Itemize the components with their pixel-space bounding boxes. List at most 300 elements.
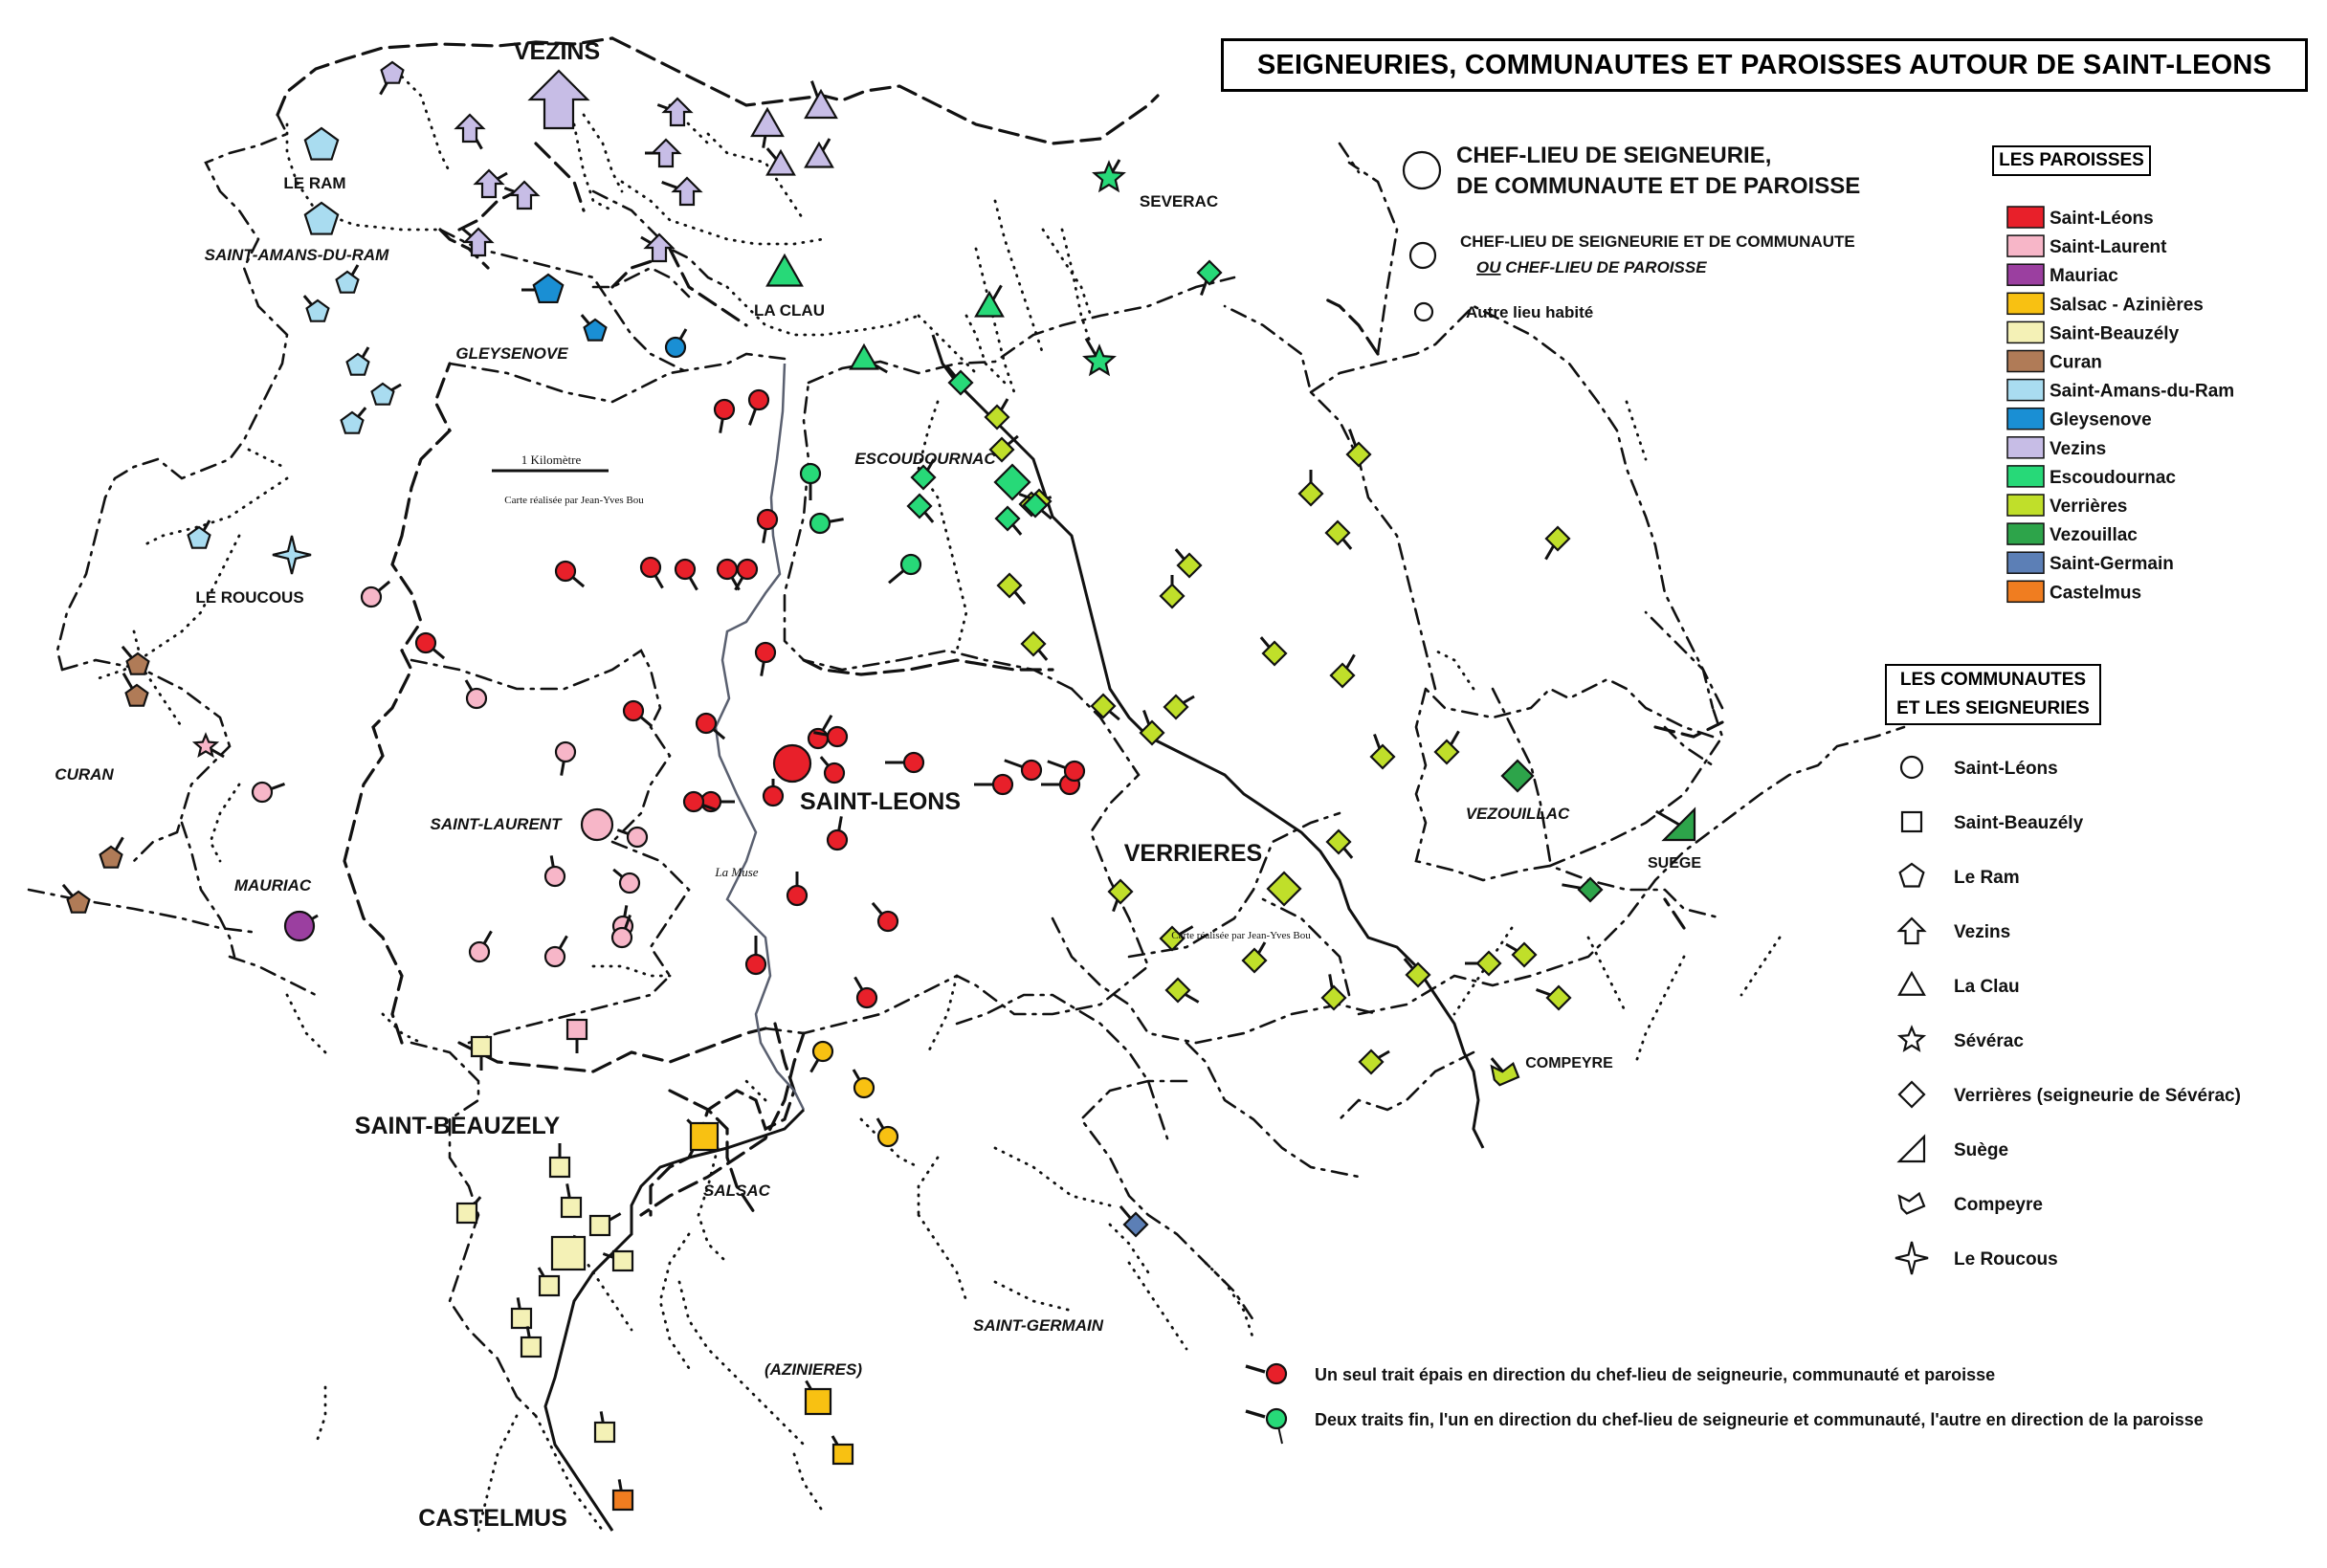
settlement (603, 1251, 632, 1270)
settlement (1327, 830, 1352, 858)
boundary-dot-81 (794, 1454, 823, 1512)
square-icon (550, 1158, 569, 1177)
minor-site-icon (1415, 303, 1432, 320)
diamond-icon (1360, 1050, 1383, 1073)
boundary-dot-60 (1062, 230, 1091, 344)
paroisse-swatch (2007, 380, 2044, 401)
diamond-icon (1161, 585, 1184, 607)
boundary-dot-64 (919, 402, 966, 651)
place-label-vezouillac: VEZOUILLAC (1465, 805, 1570, 823)
settlement-markers (63, 62, 1695, 1510)
boundary-thick-8 (344, 364, 450, 1043)
place-label-severac: SEVERAC (1139, 192, 1219, 210)
link-legend-item (1246, 1409, 1286, 1444)
boundary-dot-42 (402, 77, 450, 172)
boundary-dot-65 (96, 536, 239, 679)
circle-icon (545, 867, 565, 886)
communaute-item (1899, 973, 1924, 995)
river-la-muse (716, 364, 804, 1110)
circle-icon (1022, 761, 1041, 780)
settlement (381, 62, 404, 95)
boundary-dot-77 (919, 1158, 938, 1215)
communautes-heading-line2: ET LES SEIGNEURIES (1896, 698, 2090, 718)
boundary-dashdot-34 (1311, 306, 1713, 708)
settlement (582, 315, 607, 341)
settlement (764, 779, 783, 806)
circle-icon (624, 701, 643, 720)
place-label-compeyre: COMPEYRE (1525, 1055, 1613, 1071)
triangle-icon (1899, 973, 1924, 995)
credit-label-2: Carte réalisée par Jean-Yves Bou (1171, 930, 1311, 941)
circle-icon (810, 514, 830, 533)
settlement (416, 633, 444, 658)
boundary-dashdot-53 (593, 268, 689, 297)
circle-icon (285, 912, 314, 940)
link-line (1246, 1411, 1265, 1417)
settlement (539, 1268, 559, 1295)
circle-icon (813, 1042, 832, 1061)
circle-icon (825, 763, 844, 783)
diamond-icon (1502, 761, 1533, 791)
circle-icon (697, 714, 716, 733)
circle-icon (1065, 762, 1084, 781)
circle-icon (641, 558, 660, 577)
settlement (801, 464, 820, 500)
settlement (195, 735, 224, 757)
circle-icon (545, 947, 565, 966)
right-triangle-icon (1664, 809, 1695, 840)
circle-icon (758, 510, 777, 529)
square-icon (552, 1237, 585, 1270)
triangle-icon (767, 255, 802, 286)
circle-icon (828, 830, 847, 850)
boundary-dot-94 (316, 1387, 325, 1445)
boundary-dot-70 (287, 995, 325, 1052)
circle-icon (749, 390, 768, 409)
settlement (1299, 470, 1322, 505)
communaute-item (1899, 1082, 1924, 1107)
communautes-heading (1885, 664, 2101, 725)
settlement (1506, 943, 1536, 966)
circle-icon (738, 560, 757, 579)
boundary-dot-92 (660, 1234, 689, 1368)
boundary-dashdot-23 (957, 995, 1167, 1138)
settlement (466, 680, 486, 708)
settlement (100, 837, 123, 867)
paroisse-label: Curan (2050, 352, 2102, 373)
settlement (613, 870, 639, 893)
credit-label: Carte réalisée par Jean-Yves Bou (504, 495, 644, 506)
place-label-saint-laurent: SAINT-LAURENT (430, 815, 562, 833)
place-label-azinieres: (AZINIERES) (765, 1360, 862, 1379)
circle-icon (857, 988, 876, 1007)
minor-site-label: Autre lieu habité (1466, 303, 1594, 321)
boundary-dot-96 (1741, 938, 1780, 995)
square-icon (613, 1491, 632, 1510)
boundary-dot-68 (211, 784, 239, 861)
circle-icon (764, 786, 783, 806)
place-label-curan: CURAN (55, 765, 114, 784)
boundary-dot-74 (1206, 1263, 1253, 1339)
house-arrow-icon (476, 170, 502, 197)
circle-icon (620, 873, 639, 893)
settlement (122, 647, 148, 674)
paroisse-swatch (2007, 321, 2044, 342)
diamond-icon (995, 465, 1030, 499)
paroisse-swatch (2007, 495, 2044, 516)
boundary-dot-87 (1636, 957, 1684, 1062)
paroisse-label: Castelmus (2050, 583, 2142, 604)
settlement (810, 514, 844, 533)
settlement (372, 384, 401, 405)
circle-icon (993, 775, 1012, 794)
circle-icon (828, 727, 847, 746)
settlement (462, 229, 492, 255)
settlement (582, 809, 612, 840)
settlement (556, 742, 575, 776)
settlement (188, 520, 211, 548)
boundary-dashdot-7 (230, 957, 316, 995)
circle-icon (854, 1078, 874, 1097)
settlement (1546, 527, 1570, 560)
square-icon (512, 1309, 531, 1328)
settlement (715, 400, 734, 433)
circle-icon (666, 338, 685, 357)
settlement (362, 582, 389, 607)
settlement (701, 792, 735, 811)
boundary-dot-66 (144, 478, 287, 545)
settlement (1322, 974, 1345, 1009)
settlement (855, 977, 877, 1007)
boundary-dashdot-33 (1225, 306, 1435, 689)
diamond-icon (1435, 740, 1458, 763)
boundary-dot-88 (1129, 1263, 1186, 1349)
pentagon-icon (305, 203, 338, 234)
boundary-dashdot-24 (1186, 1043, 1359, 1177)
boundary-dot-67 (134, 631, 182, 727)
place-label-saint-germain: SAINT-GERMAIN (973, 1316, 1103, 1335)
settlement (1360, 1050, 1389, 1073)
boundary-dashdot-1 (105, 115, 287, 497)
settlement (304, 296, 329, 321)
settlement (1656, 809, 1695, 840)
paroisses-heading: LES PAROISSES (1992, 145, 2151, 176)
circle-icon (904, 753, 923, 772)
scale-bar (492, 453, 609, 471)
settlement (1537, 986, 1570, 1009)
settlement (736, 560, 758, 590)
circle-icon (612, 928, 632, 947)
boundary-dot-47 (622, 182, 823, 244)
settlement (1166, 979, 1199, 1003)
boundary-dashdot-10 (411, 651, 670, 842)
settlement (1161, 575, 1184, 607)
communaute-item (1900, 864, 1924, 887)
settlement (504, 182, 538, 209)
link-line (1246, 1366, 1265, 1372)
settlement (767, 255, 802, 286)
circle-icon (787, 886, 807, 905)
square-icon (562, 1198, 581, 1217)
boundary-thick-49 (536, 144, 584, 210)
paroisse-label: Gleysenove (2050, 409, 2152, 431)
boundary-thick-54 (612, 258, 660, 287)
house-arrow-icon (674, 178, 700, 205)
settlement (1562, 878, 1602, 901)
place-label-verrieres: VERRIERES (1123, 840, 1263, 867)
circle-icon (628, 828, 647, 847)
river-tarn-tributary (545, 1110, 804, 1531)
settlement (1492, 1058, 1518, 1085)
paroisse-swatch (2007, 437, 2044, 458)
link-legend-circle (1267, 1409, 1286, 1428)
place-label-suege: SUEGE (1647, 855, 1702, 872)
pentagon-icon (372, 384, 394, 405)
settlement (687, 1119, 718, 1150)
settlement (1435, 731, 1459, 763)
settlement (556, 562, 584, 586)
settlement (995, 465, 1030, 499)
house-arrow-icon (646, 234, 673, 261)
communaute-label: Verrières (seigneurie de Sévérac) (1954, 1086, 2241, 1106)
link-legend-label: Un seul trait épais en direction du chef-lieu de seigneurie, communauté et paroisse (1315, 1365, 1996, 1384)
settlement (645, 140, 679, 166)
settlement (1198, 261, 1221, 295)
settlement (756, 643, 775, 676)
diamond-icon (1322, 986, 1345, 1009)
major-site-label: CHEF-LIEU DE SEIGNEURIE, (1456, 143, 1772, 168)
settlement (567, 1020, 587, 1053)
place-label-saint-amans: SAINT-AMANS-DU-RAM (204, 246, 389, 264)
boundary-dot-63 (966, 316, 1005, 383)
circle-icon (362, 587, 381, 607)
diamond-icon (1546, 527, 1569, 550)
boundary-dashdot-28 (1426, 679, 1713, 737)
pentagon-icon (126, 685, 148, 706)
settlement (1164, 696, 1194, 718)
circle-icon (470, 942, 489, 961)
boundary-dot-72 (995, 1148, 1110, 1205)
circle-icon (467, 689, 486, 708)
boundary-dashdot-39 (1349, 163, 1397, 354)
communaute-label: Vezins (1954, 922, 2011, 942)
boundary-thick-38 (1665, 899, 1684, 928)
boundary-thick-12 (459, 1028, 765, 1071)
square-icon (457, 1204, 476, 1223)
house-arrow-icon (653, 140, 679, 166)
compeyre-icon (1492, 1064, 1518, 1085)
circle-icon (756, 643, 775, 662)
settlement (1022, 632, 1047, 660)
boundary-thick-41 (1320, 297, 1378, 354)
house-arrow-icon (530, 71, 587, 128)
settlement (1095, 160, 1123, 190)
settlement (947, 366, 972, 394)
settlement (832, 1436, 853, 1464)
right-triangle-icon (1899, 1137, 1924, 1161)
pentagon-icon (305, 128, 338, 160)
communaute-item (1899, 918, 1924, 943)
star-icon (1085, 346, 1114, 374)
river-label: La Muse (715, 865, 759, 879)
scale-label: 1 Kilomètre (521, 453, 582, 467)
paroisse-label: Saint-Germain (2050, 554, 2174, 575)
settlement (337, 265, 359, 293)
boundary-dashdot-37 (1263, 899, 1349, 995)
settlement (976, 285, 1003, 316)
boundary-dot-73 (698, 1148, 727, 1263)
paroisse-swatch (2007, 207, 2044, 228)
settlement (828, 816, 847, 850)
settlement (305, 128, 338, 160)
link-legend-circle (1267, 1364, 1286, 1383)
boundary-dot-93 (249, 450, 287, 469)
place-label-gleysenove: GLEYSENOVE (455, 344, 568, 363)
settlement (998, 574, 1025, 604)
diamond-icon (1166, 979, 1189, 1002)
settlement (590, 1214, 621, 1236)
communaute-item (1900, 1027, 1924, 1050)
settlement (885, 753, 923, 772)
boundary-dot-83 (1454, 928, 1512, 1014)
boundary-dot-75 (995, 1282, 1072, 1311)
pentagon-icon (1900, 864, 1924, 887)
settlement (470, 931, 492, 961)
boundary-dot-82 (1110, 1225, 1148, 1272)
four-point-star-icon (273, 536, 311, 574)
paroisse-swatch (2007, 466, 2044, 487)
settlement (749, 390, 768, 425)
circle-icon (582, 809, 612, 840)
communaute-item (1899, 1137, 1924, 1161)
legend-graphics (1246, 143, 2241, 1444)
paroisse-swatch (2007, 409, 2044, 430)
place-label-le-roucous: LE ROUCOUS (195, 588, 304, 607)
pentagon-icon (100, 847, 122, 868)
boundary-dashdot-6 (182, 823, 234, 957)
diamond-icon (1477, 952, 1500, 975)
settlement (472, 1037, 491, 1071)
place-label-la-clau: LA CLAU (754, 301, 825, 320)
circle-icon (746, 955, 765, 974)
square-icon (472, 1037, 491, 1056)
paroisse-label: Vezouillac (2050, 525, 2138, 546)
communautes-heading-line1: LES COMMUNAUTES (1899, 670, 2087, 690)
link-legend-item (1246, 1364, 1286, 1383)
settlement (1243, 942, 1266, 972)
settlement (821, 757, 844, 783)
circle-icon (556, 562, 575, 581)
triangle-icon (806, 91, 836, 118)
settlement (877, 1118, 898, 1146)
settlement (718, 560, 740, 590)
settlement (752, 109, 783, 148)
triangle-icon (806, 144, 832, 167)
settlement (456, 115, 483, 149)
settlement (641, 234, 673, 261)
diamond-icon (1268, 872, 1300, 905)
link-legend-label: Deux traits fin, l'un en direction du chef-lieu de seigneurie et communauté, l'autre en direction de la paroisse (1315, 1410, 2204, 1429)
settlement (305, 203, 338, 234)
settlement (974, 775, 1012, 794)
paroisse-swatch (2007, 351, 2044, 372)
medium-site-label-2: OU CHEF-LIEU DE PAROISSE (1476, 258, 1707, 276)
settlement (908, 495, 933, 522)
circle-icon (774, 745, 810, 782)
link-line (1656, 811, 1679, 825)
boundary-dot-62 (919, 316, 976, 373)
settlement (476, 170, 507, 197)
settlement (273, 536, 311, 574)
house-arrow-icon (456, 115, 483, 142)
diamond-icon (1347, 443, 1370, 466)
paroisse-label: Verrières (2050, 497, 2128, 517)
house-arrow-icon (664, 99, 691, 125)
place-label-mauriac: MAURIAC (233, 876, 312, 894)
circle-icon (684, 792, 703, 811)
settlement (1347, 430, 1370, 466)
settlement (595, 1411, 614, 1442)
map-labels (55, 38, 1701, 1532)
settlement (787, 872, 807, 905)
settlement (676, 560, 698, 590)
settlement (562, 1183, 581, 1217)
house-arrow-icon (1899, 918, 1924, 943)
river-east (933, 335, 1483, 1148)
paroisse-label: Saint-Beauzély (2050, 323, 2180, 344)
medium-site-label: CHEF-LIEU DE SEIGNEURIE ET DE COMMUNAUTE (1460, 232, 1855, 251)
settlement (853, 1070, 874, 1097)
diamond-icon (1299, 482, 1322, 505)
square-icon (613, 1251, 632, 1270)
settlement (641, 558, 663, 588)
diamond-icon (1198, 261, 1221, 284)
circle-icon (878, 912, 898, 931)
settlement (806, 1380, 831, 1414)
settlement (806, 139, 832, 167)
circle-icon (556, 742, 575, 762)
paroisse-label: Saint-Amans-du-Ram (2050, 381, 2235, 402)
square-icon (833, 1445, 853, 1464)
boundary-thick-2 (612, 38, 1158, 144)
settlement (342, 408, 366, 433)
settlement (552, 1235, 585, 1270)
settlement (521, 275, 563, 302)
boundary-dot-55 (584, 115, 622, 191)
boundary-dot-61 (976, 249, 1014, 392)
settlement (774, 745, 810, 782)
boundary-dot-76 (919, 1215, 966, 1301)
boundary-dashdot-19 (411, 1043, 536, 1416)
pentagon-icon (382, 62, 404, 83)
settlement (666, 329, 686, 357)
house-arrow-icon (511, 182, 538, 209)
paroisse-swatch (2007, 581, 2044, 602)
boundary-dot-85 (1435, 651, 1474, 689)
settlement (550, 1143, 569, 1177)
settlement (1085, 339, 1114, 374)
star-icon (1900, 1027, 1924, 1050)
circle-icon (416, 633, 435, 652)
star-icon (1095, 163, 1123, 190)
settlement (512, 1297, 531, 1328)
settlement (545, 936, 567, 966)
paroisse-swatch (2007, 552, 2044, 573)
major-site-label: DE COMMUNAUTE ET DE PAROISSE (1456, 173, 1861, 199)
circle-icon (253, 783, 272, 802)
paroisse-label: Escoudournac (2050, 467, 2176, 488)
communaute-label: Saint-Léons (1954, 759, 2058, 779)
